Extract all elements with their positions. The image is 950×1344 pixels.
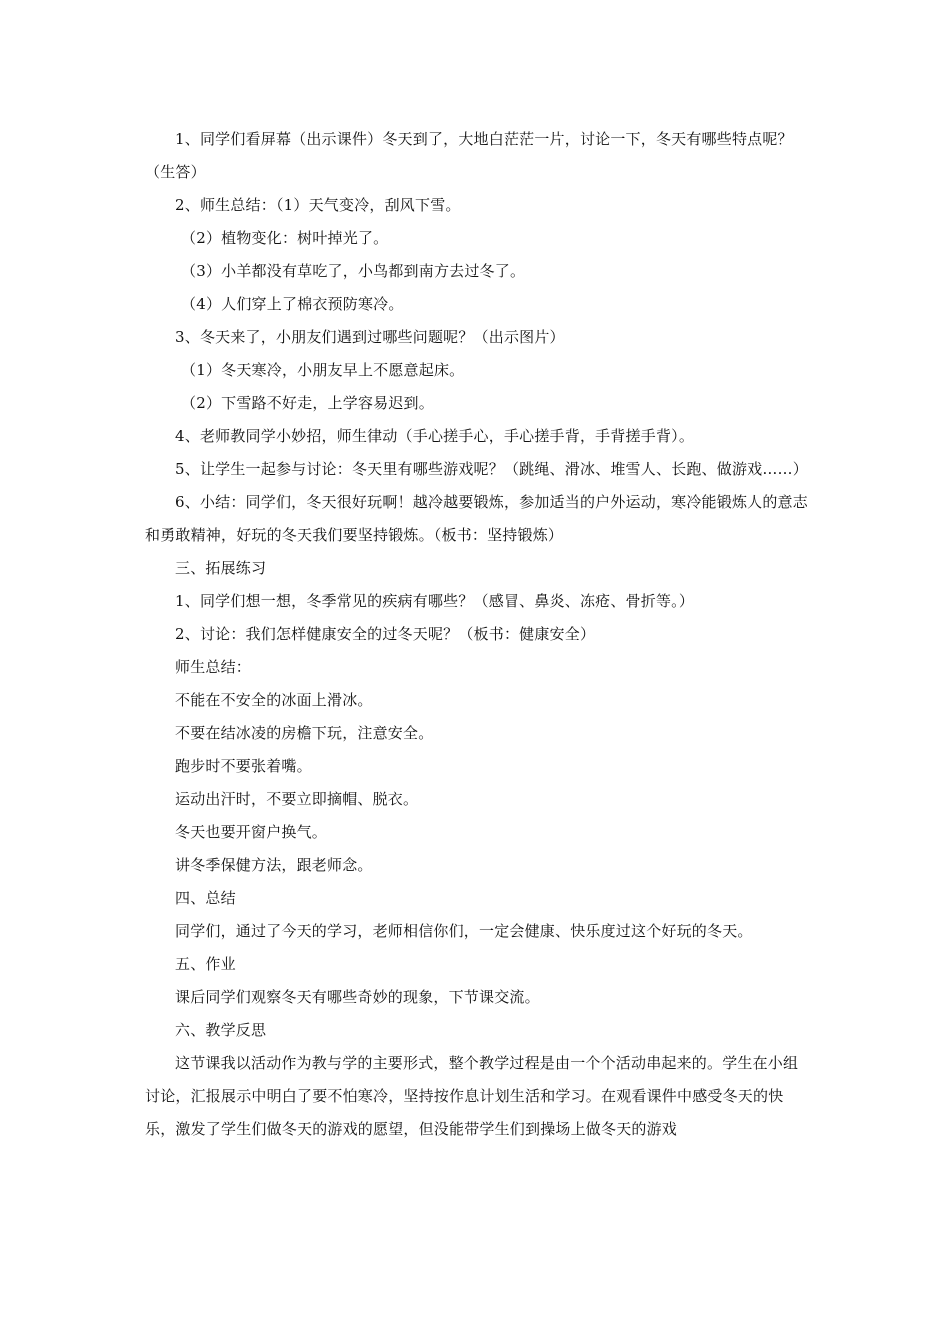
section-heading-summary: 四、总结 [175,889,236,907]
paragraph-21: 讲冬季保健方法，跟老师念。 [175,856,373,874]
paragraph-9: 4、老师教同学小妙招，师生律动（手心搓手心，手心搓手背，手背搓手背）。 [175,427,695,445]
paragraph-27: 这节课我以活动作为教与学的主要形式，整个教学过程是由一个个活动串起来的。学生在小组讨论，汇报展示中明白了要不怕寒冷，坚持按作息计划生活和学习。在观看课件中感受冬天的快乐，激发了学生们做冬天的游戏的愿望，但没能带学生们到操场上做冬天的游戏 [145,1054,799,1138]
paragraph-4: （3）小羊都没有草吃了，小鸟都到南方去过冬了。 [181,262,526,280]
paragraph-23: 同学们，通过了今天的学习，老师相信你们，一定会健康、快乐度过这个好玩的冬天。 [175,922,753,940]
paragraph-2: 2、师生总结：（1）天气变冷，刮风下雪。 [175,196,461,214]
paragraph-5: （4）人们穿上了棉衣预防寒冷。 [181,295,404,313]
paragraph-19: 运动出汗时，不要立即摘帽、脱衣。 [175,790,419,808]
paragraph-1: 1、同学们看屏幕（出示课件）冬天到了，大地白茫茫一片，讨论一下，冬天有哪些特点呢？（生答） [145,130,793,181]
paragraph-3: （2）植物变化：树叶掉光了。 [181,229,389,247]
paragraph-18: 跑步时不要张着嘴。 [175,757,312,775]
paragraph-25: 课后同学们观察冬天有哪些奇妙的现象，下节课交流。 [175,988,540,1006]
paragraph-11: 6、小结：同学们，冬天很好玩啊！越冷越要锻炼，参加适当的户外运动，寒冷能锻炼人的意志和勇敢精神，好玩的冬天我们要坚持锻炼。（板书：坚持锻炼） [145,493,808,544]
paragraph-7: （1）冬天寒冷，小朋友早上不愿意起床。 [181,361,465,379]
section-heading-homework: 五、作业 [175,955,236,973]
section-heading-extension: 三、拓展练习 [175,559,267,577]
paragraph-20: 冬天也要开窗户换气。 [175,823,328,841]
paragraph-6: 3、冬天来了，小朋友们遇到过哪些问题呢？（出示图片） [175,328,565,346]
paragraph-16: 不能在不安全的冰面上滑冰。 [175,691,373,709]
document-body [145,123,810,1146]
paragraph-14: 2、讨论：我们怎样健康安全的过冬天呢？（板书：健康安全） [175,625,596,643]
paragraph-13: 1、同学们想一想，冬季常见的疾病有哪些？（感冒、鼻炎、冻疮、骨折等。） [175,592,695,610]
section-heading-reflection: 六、教学反思 [175,1021,267,1039]
paragraph-17: 不要在结冰凌的房檐下玩，注意安全。 [175,724,434,742]
paragraph-10: 5、让学生一起参与讨论：冬天里有哪些游戏呢？（跳绳、滑冰、堆雪人、长跑、做游戏……） [175,460,808,478]
paragraph-8: （2）下雪路不好走，上学容易迟到。 [181,394,434,412]
paragraph-15: 师生总结： [175,658,252,676]
